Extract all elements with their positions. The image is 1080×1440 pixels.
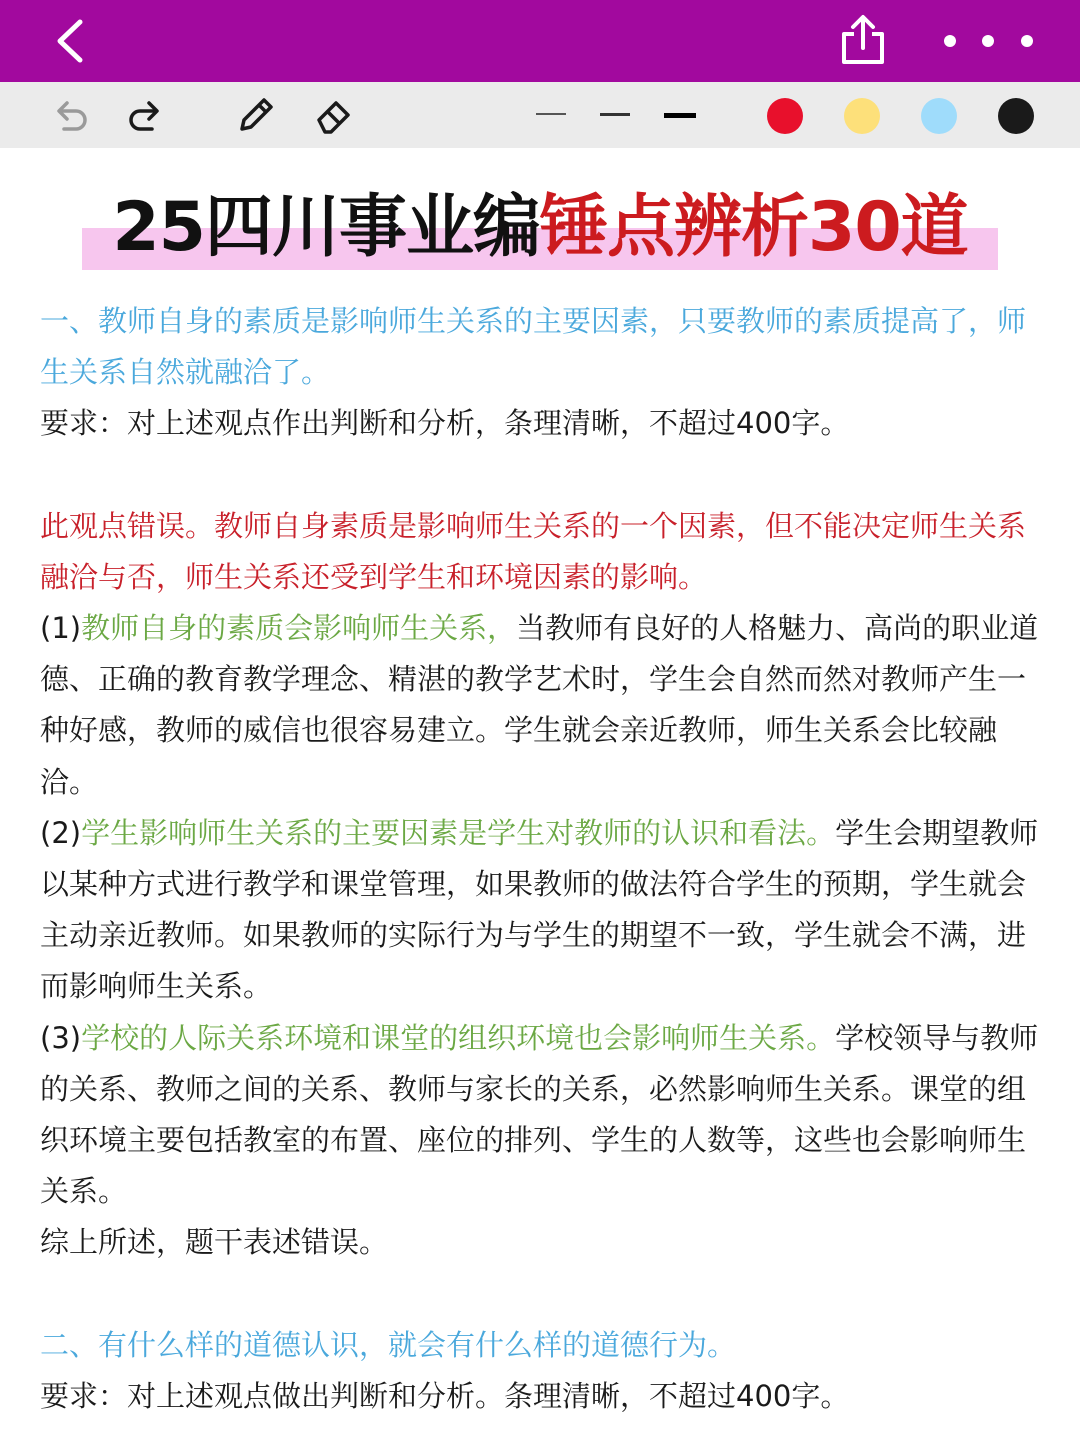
top-app-bar xyxy=(0,0,1080,82)
note-content xyxy=(40,296,1040,1422)
drawing-toolbar xyxy=(0,82,1080,148)
q1-point-1 xyxy=(40,603,1040,808)
point-3-prefix: (3) xyxy=(40,1020,82,1055)
color-black-swatch[interactable] xyxy=(998,98,1034,134)
stroke-medium-button[interactable] xyxy=(600,113,630,116)
q2-requirement: 要求：对上述观点做出判断和分析。条理清晰，不超过400字。 xyxy=(40,1378,850,1413)
point-1-key: 教师自身的素质会影响师生关系， xyxy=(81,611,517,646)
point-1-text: 当教师有良好的人格魅力、高尚的职业道德、正确的教育教学理念、精湛的教学艺术时，学生会自然而然对教师产生一种好感，教师的威信也很容易建立。学生就会亲近教师，师生关系会比较融洽。 xyxy=(40,611,1039,799)
color-light-blue-swatch[interactable] xyxy=(921,98,957,134)
point-3-text: 学校领导与教师的关系、教师之间的关系、教师与家长的关系，必然影响师生关系。课堂的组织环境主要包括教室的布置、座位的排列、学生的人数等，这些也会影响师生关系。 xyxy=(40,1020,1039,1209)
undo-icon xyxy=(50,95,90,135)
redo-icon xyxy=(126,95,166,135)
stroke-thin-button[interactable] xyxy=(536,113,566,115)
page-title xyxy=(0,186,1080,270)
pencil-icon xyxy=(234,93,278,137)
redo-button[interactable] xyxy=(124,82,168,148)
pencil-tool-button[interactable] xyxy=(232,82,280,148)
stroke-thick-button[interactable] xyxy=(664,113,696,118)
eraser-icon xyxy=(312,93,356,137)
point-3-key: 学校的人际关系环境和课堂的组织环境也会影响师生关系。 xyxy=(81,1020,836,1055)
point-2-key: 学生影响师生关系的主要因素是学生对教师的认识和看法。 xyxy=(81,815,836,850)
more-icon xyxy=(930,26,1040,56)
q1-conclusion: 综上所述，题干表述错误。 xyxy=(40,1225,389,1260)
color-red-swatch[interactable] xyxy=(767,98,803,134)
point-1-prefix: (1) xyxy=(40,611,82,646)
q1-point-2 xyxy=(40,808,1040,1013)
q1-requirement: 要求：对上述观点作出判断和分析，条理清晰，不超过400字。 xyxy=(40,406,850,441)
q2-question: 二、有什么样的道德认识，就会有什么样的道德行为。 xyxy=(40,1327,737,1362)
title-part-1: 25四川事业编 xyxy=(112,188,540,267)
chevron-left-icon xyxy=(48,14,98,68)
eraser-tool-button[interactable] xyxy=(310,82,358,148)
point-2-prefix: (2) xyxy=(40,815,82,850)
title-block xyxy=(0,180,1080,280)
more-options-button[interactable] xyxy=(930,26,1040,56)
q1-point-3 xyxy=(40,1013,1040,1218)
q1-verdict: 此观点错误。教师自身素质是影响师生关系的一个因素，但不能决定师生关系融洽与否，师生关系还受到学生和环境因素的影响。 xyxy=(40,508,1027,594)
title-part-2: 锤点辨析30道 xyxy=(540,188,968,267)
color-yellow-swatch[interactable] xyxy=(844,98,880,134)
share-icon xyxy=(836,12,890,68)
point-2-text: 学生会期望教师以某种方式进行教学和课堂管理，如果教师的做法符合学生的预期，学生就会主动亲近教师。如果教师的实际行为与学生的期望不一致，学生就会不满，进而影响师生关系。 xyxy=(40,815,1039,1004)
share-button[interactable] xyxy=(836,12,890,68)
q1-question: 一、教师自身的素质是影响师生关系的主要因素，只要教师的素质提高了，师生关系自然就融洽了。 xyxy=(40,304,1027,390)
undo-button[interactable] xyxy=(48,82,92,148)
back-button[interactable] xyxy=(48,14,98,68)
